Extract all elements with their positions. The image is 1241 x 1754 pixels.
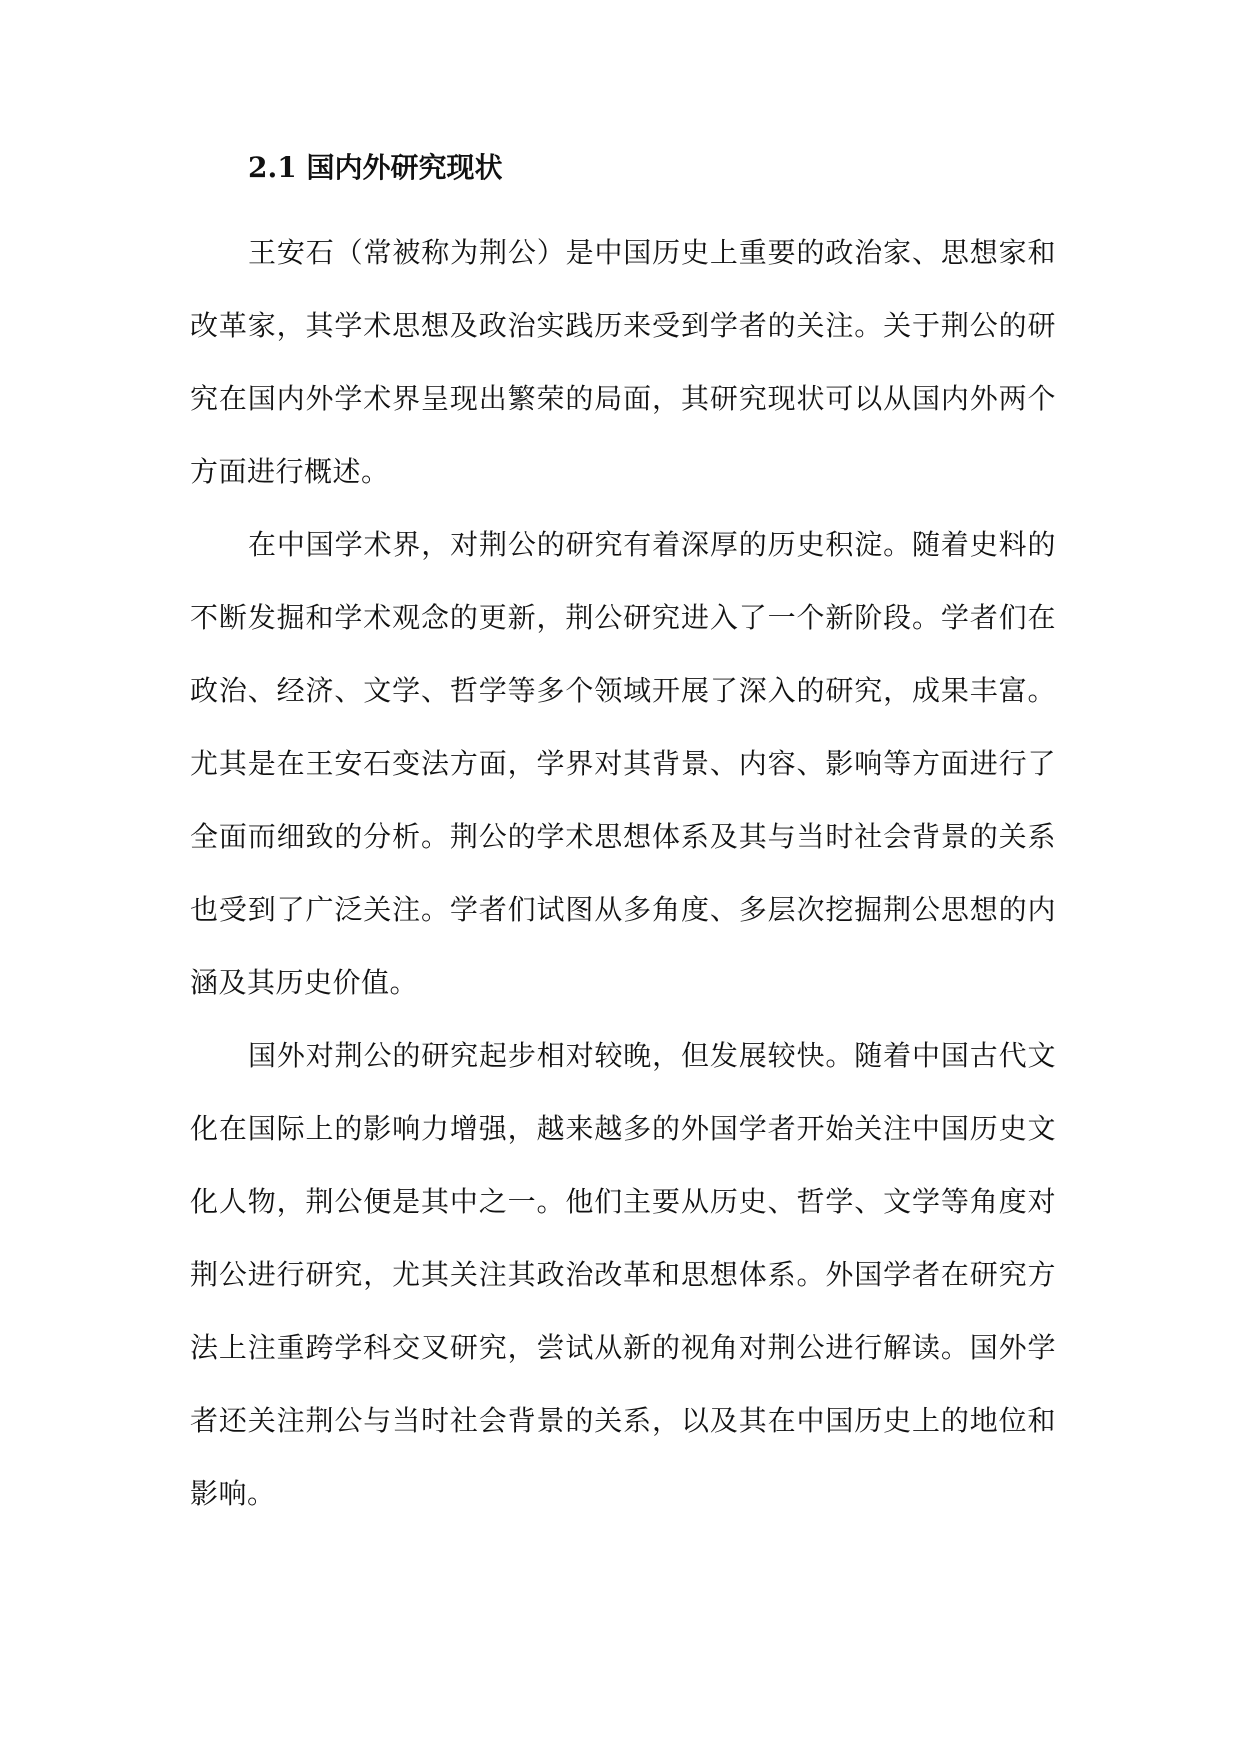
- page-content: [190, 148, 1056, 1530]
- paragraph-2: 在中国学术界，对荆公的研究有着深厚的历史积淀。随着史料的不断发掘和学术观念的更新，荆公研究进入了一个新阶段。学者们在政治、经济、文学、哲学等多个领域开展了深入的研究，成果丰富。尤其是在王安石变法方面，学界对其背景、内容、影响等方面进行了全面而细致的分析。荆公的学术思想体系及其与当时社会背景的关系也受到了广泛关注。学者们试图从多角度、多层次挖掘荆公思想的内涵及其历史价值。: [190, 528, 1056, 999]
- section-heading: 2.1 国内外研究现状: [248, 151, 503, 184]
- paragraph-3: 国外对荆公的研究起步相对较晚，但发展较快。随着中国古代文化在国际上的影响力增强，越来越多的外国学者开始关注中国历史文化人物，荆公便是其中之一。他们主要从历史、哲学、文学等角度对荆公进行研究，尤其关注其政治改革和思想体系。外国学者在研究方法上注重跨学科交叉研究，尝试从新的视角对荆公进行解读。国外学者还关注荆公与当时社会背景的关系，以及其在中国历史上的地位和影响。: [190, 1039, 1056, 1510]
- paragraph-1: 王安石（常被称为荆公）是中国历史上重要的政治家、思想家和改革家，其学术思想及政治实践历来受到学者的关注。关于荆公的研究在国内外学术界呈现出繁荣的局面，其研究现状可以从国内外两个方面进行概述。: [190, 236, 1056, 488]
